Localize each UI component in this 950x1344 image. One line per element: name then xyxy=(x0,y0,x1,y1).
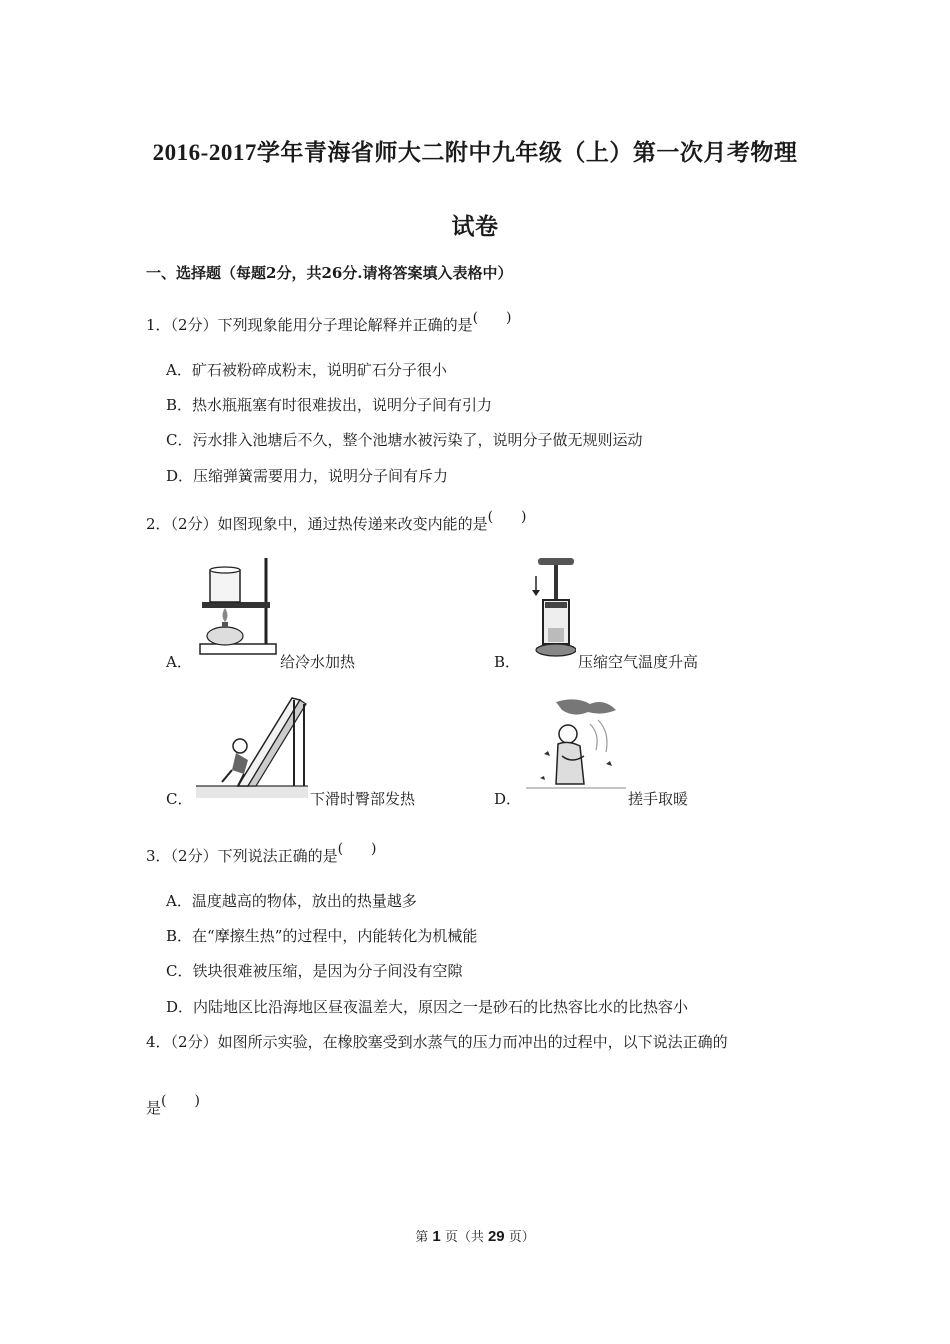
question-1 xyxy=(146,310,512,335)
rubbing-hands-illustration xyxy=(526,694,626,796)
footer-middle: 页（共 xyxy=(440,1230,488,1245)
q2-figure-b-letter: B． xyxy=(494,653,521,671)
question-2-stem: 2．（2分）如图现象中，通过热传递来改变内能的是 xyxy=(146,515,488,533)
q2-figure-a-letter: A． xyxy=(166,653,192,671)
footer-prefix: 第 xyxy=(415,1230,433,1245)
footer-total-pages: 29 xyxy=(487,1228,505,1245)
q1-option-a: A．矿石被粉碎成粉末，说明矿石分子很小 xyxy=(166,361,447,379)
q3-option-a: A．温度越高的物体，放出的热量越多 xyxy=(166,892,417,910)
q2-figure-a-caption: 给冷水加热 xyxy=(280,653,356,671)
question-2 xyxy=(146,509,527,534)
q2-figure-c-letter: C． xyxy=(166,790,193,808)
question-1-stem: 1．（2分）下列现象能用分子理论解释并正确的是 xyxy=(146,316,473,334)
q3-option-c: C．铁块很难被压缩，是因为分子间没有空隙 xyxy=(166,962,463,980)
q2-figure-d-letter: D． xyxy=(494,790,522,808)
question-2-paren: ( ) xyxy=(487,509,527,525)
question-4-stem-end: 是 xyxy=(146,1099,162,1117)
question-4-paren: ( ) xyxy=(161,1093,200,1109)
question-1-paren: ( ) xyxy=(472,310,512,326)
footer-page-number: 1 xyxy=(432,1228,441,1245)
q3-option-b: B．在“摩擦生热”的过程中，内能转化为机械能 xyxy=(166,927,478,945)
q2-figure-b-caption: 压缩空气温度升高 xyxy=(578,653,699,671)
question-4: 4．（2分）如图所示实验，在橡胶塞受到水蒸气的压力而冲出的过程中，以下说法正确的 xyxy=(146,1033,728,1051)
question-3-stem: 3．（2分）下列说法正确的是 xyxy=(146,847,338,865)
slide-illustration xyxy=(196,690,308,798)
q3-option-d: D．内陆地区比沿海地区昼夜温差大，原因之一是砂石的比热容比水的比热容小 xyxy=(166,998,689,1016)
q1-option-c: C．污水排入池塘后不久，整个池塘水被污染了，说明分子做无规则运动 xyxy=(166,431,643,449)
page-footer xyxy=(0,1226,950,1245)
piston-compression-illustration xyxy=(528,556,576,660)
q1-option-b: B．热水瓶瓶塞有时很难拔出，说明分子间有引力 xyxy=(166,396,493,414)
q2-figure-d-caption: 搓手取暖 xyxy=(628,790,689,808)
page-title-line1: 2016-2017学年青海省师大二附中九年级（上）第一次月考物理 xyxy=(152,140,798,165)
question-4-continued xyxy=(146,1093,200,1118)
question-3-paren: ( ) xyxy=(337,841,377,857)
q2-figure-c-caption: 下滑时臀部发热 xyxy=(310,790,416,808)
burner-heating-illustration xyxy=(196,556,280,658)
page-title-line2: 试卷 xyxy=(451,214,499,239)
footer-suffix: 页） xyxy=(504,1230,535,1245)
section-heading: 一、选择题（每题2分，共26分.请将答案填入表格中） xyxy=(146,264,513,282)
question-3 xyxy=(146,841,377,866)
q1-option-d: D．压缩弹簧需要用力，说明分子间有斥力 xyxy=(166,467,449,485)
